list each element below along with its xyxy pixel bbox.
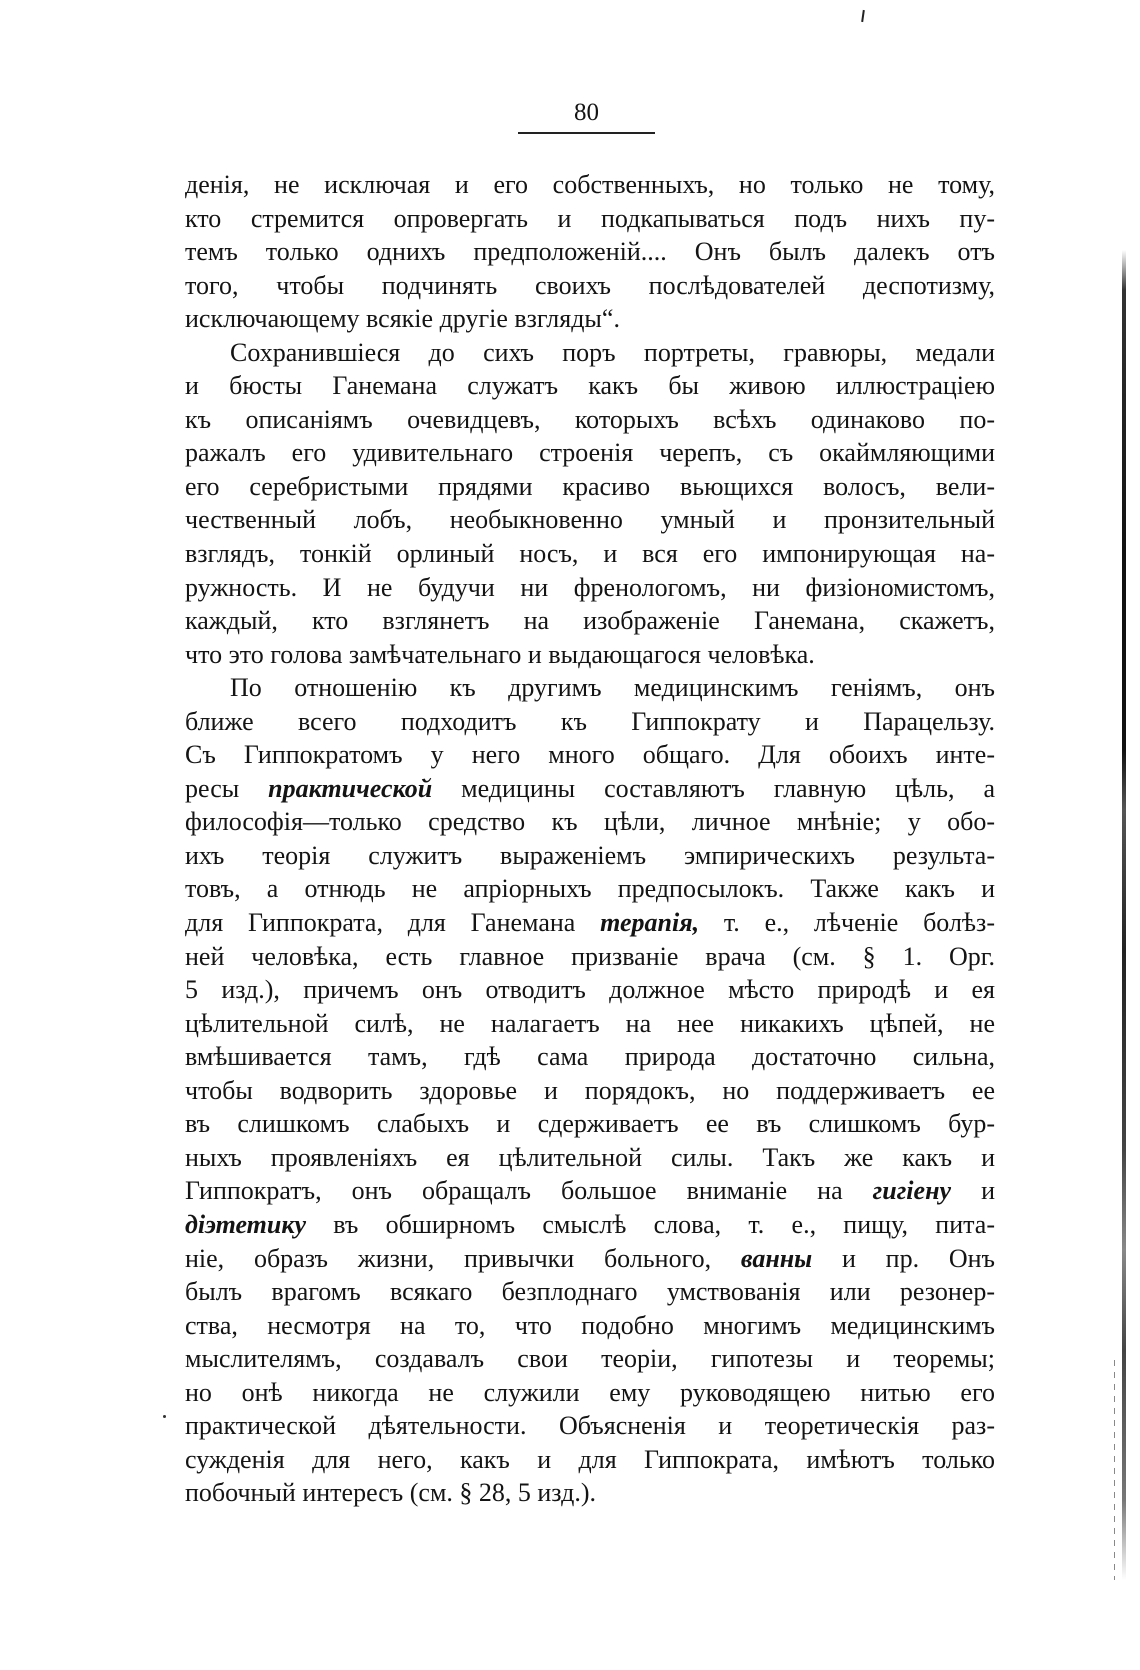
scan-edge-line	[1114, 1360, 1115, 1580]
text-line: ней человѣка, есть главное призваніе врача (см. § 1. Орг.	[185, 941, 995, 971]
text-line	[185, 906, 995, 940]
text-line	[185, 1208, 995, 1242]
text-segment: и	[951, 1176, 995, 1206]
text-line: сужденія для него, какъ и для Гиппократа, имѣютъ только	[185, 1444, 995, 1474]
text-line	[185, 1242, 995, 1276]
text-line: взглядъ, тонкій орлиный носъ, и вся его импонирующая на-	[185, 539, 995, 569]
text-segment: и пр. Онъ	[812, 1243, 995, 1273]
text-line: товъ, а отнюдь не апріорныхъ предпосылокъ. Также какъ и	[185, 874, 995, 904]
text-segment: медицины составляютъ главную цѣль, а	[432, 773, 995, 803]
text-line: Сохранившіеся до сихъ поръ портреты, гравюры, медали	[230, 337, 995, 367]
text-line	[185, 772, 995, 806]
text-line: къ описаніямъ очевидцевъ, которыхъ всѣхъ одинаково по-	[185, 404, 995, 434]
text-line: чтобы водворить здоровье и порядокъ, но поддерживаетъ ее	[185, 1075, 995, 1105]
text-line: денія, не исключая и его собственныхъ, но только не тому,	[185, 170, 995, 199]
body-text	[185, 168, 995, 1510]
text-line: кто стремится опровергать и подкапываться подъ нихъ пу-	[185, 203, 995, 233]
scan-speck	[163, 1415, 166, 1418]
text-line: ружность. И не будучи ни френологомъ, ни физіономистомъ,	[185, 572, 995, 602]
text-line: мыслителямъ, создавалъ свои теоріи, гипотезы и теоремы;	[185, 1344, 995, 1374]
scan-mark	[861, 10, 865, 22]
text-segment: т. е., лѣченіе болѣз-	[699, 908, 995, 938]
text-line: Съ Гиппократомъ у него много общаго. Для обоихъ инте-	[185, 740, 995, 770]
text-line: его серебристыми прядями красиво вьющихся волосъ, вели-	[185, 471, 995, 501]
text-line: ныхъ проявленіяхъ ея цѣлительной силы. Такъ же какъ и	[185, 1142, 995, 1172]
text-line	[185, 1174, 995, 1208]
text-line: побочный интересъ (см. § 28, 5 изд.).	[185, 1478, 596, 1508]
text-line: и бюсты Ганемана служатъ какъ бы живою иллюстраціею	[185, 371, 995, 401]
text-line: былъ врагомъ всякаго безплоднаго умствованія или резонер-	[185, 1277, 995, 1307]
text-line: ражалъ его удивительнаго строенія черепъ, съ окаймляющими	[185, 438, 995, 468]
text-line: практической дѣятельности. Объясненія и теоретическія раз-	[185, 1411, 995, 1441]
text-line: исключающему всякіе другіе взгляды“.	[185, 304, 620, 334]
text-line: философія—только средство къ цѣли, личное мнѣніе; у обо-	[185, 807, 995, 837]
italic-term: гигіену	[872, 1176, 952, 1206]
italic-term: практической	[268, 773, 433, 803]
text-segment: ресы	[185, 773, 269, 803]
text-line: каждый, кто взглянетъ на изображеніе Ганемана, скажетъ,	[185, 606, 995, 636]
text-line: но онѣ никогда не служили ему руководящею нитью его	[185, 1377, 995, 1407]
italic-term: діэтетику	[185, 1209, 307, 1239]
text-segment: для Гиппократа, для Ганемана	[185, 908, 601, 938]
text-line: 5 изд.), причемъ онъ отводитъ должное мѣсто природѣ и ея	[185, 975, 995, 1005]
page-header	[518, 98, 655, 138]
scan-edge-shadow	[1122, 250, 1126, 1580]
text-line: ихъ теорія служитъ выраженіемъ эмпирическихъ результа-	[185, 840, 995, 870]
text-line: того, чтобы подчинять своихъ послѣдователей деспотизму,	[185, 270, 995, 300]
text-line: цѣлительной силѣ, не налагаетъ на нее никакихъ цѣпей, не	[185, 1008, 995, 1038]
text-line: вмѣшивается тамъ, гдѣ сама природа достаточно сильна,	[185, 1042, 995, 1072]
text-line: ближе всего подходитъ къ Гиппократу и Парацельзу.	[185, 706, 995, 736]
text-line: По отношенію къ другимъ медицинскимъ геніямъ, онъ	[230, 673, 995, 703]
italic-term: терапія,	[600, 908, 700, 938]
text-segment: въ обширномъ смыслѣ слова, т. е., пищу, пита-	[306, 1209, 995, 1239]
page-number: 80	[574, 99, 599, 126]
text-segment: ніе, образъ жизни, привычки больного,	[185, 1243, 741, 1273]
text-line: въ слишкомъ слабыхъ и сдерживаетъ ее въ слишкомъ бур-	[185, 1109, 995, 1139]
text-segment: Гиппократъ, онъ обращалъ большое вниманіе на	[185, 1176, 873, 1206]
text-line: чественный лобъ, необыкновенно умный и пронзительный	[185, 505, 995, 535]
italic-term: ванны	[740, 1243, 813, 1273]
header-rule	[518, 132, 655, 134]
text-line: что это голова замѣчательнаго и выдающагося человѣка.	[185, 639, 815, 669]
text-line: ства, несмотря на то, что подобно многимъ медицинскимъ	[185, 1310, 995, 1340]
text-line: темъ только однихъ предположеній.... Онъ былъ далекъ отъ	[185, 237, 995, 267]
